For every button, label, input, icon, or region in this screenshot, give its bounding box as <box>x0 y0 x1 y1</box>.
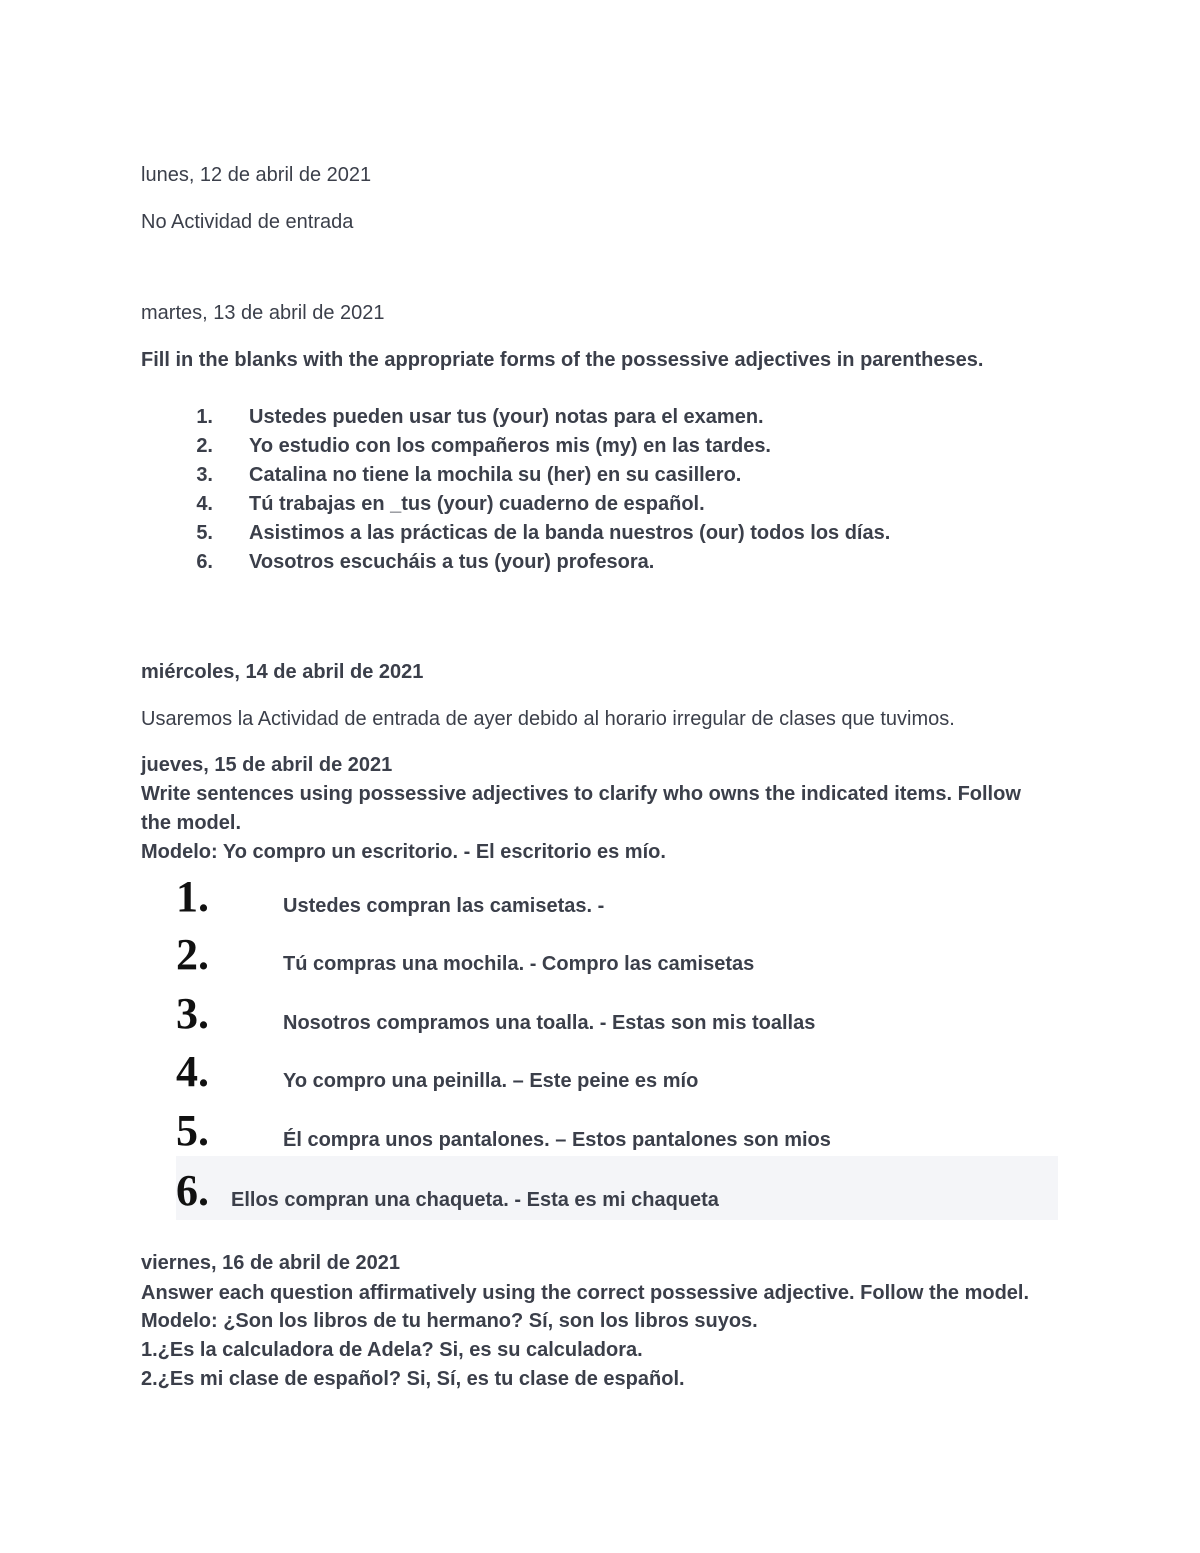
date-martes: martes, 13 de abril de 2021 <box>141 302 385 324</box>
jueves-model: Modelo: Yo compro un escritorio. - El escritorio es mío. <box>141 841 666 863</box>
date-lunes: lunes, 12 de abril de 2021 <box>141 164 372 186</box>
martes-instruction: Fill in the blanks with the appropriate forms of the possessive adjectives in parentheses. <box>141 349 984 371</box>
date-jueves: jueves, 15 de abril de 2021 <box>141 754 393 776</box>
viernes-model: Modelo: ¿Son los libros de tu hermano? Sí, son los libros suyos. <box>141 1310 758 1332</box>
viernes-question-1: 1.¿Es la calculadora de Adela? Si, es su calculadora. <box>141 1339 643 1361</box>
lunes-text: No Actividad de entrada <box>141 211 354 233</box>
jueves-instruction-line1: Write sentences using possessive adjectives to clarify who owns the indicated items. Follow <box>141 783 1021 805</box>
date-viernes: viernes, 16 de abril de 2021 <box>141 1252 401 1274</box>
miercoles-text: Usaremos la Actividad de entrada de ayer debido al horario irregular de clases que tuvimos. <box>141 708 955 730</box>
viernes-question-2: 2.¿Es mi clase de español? Si, Sí, es tu clase de español. <box>141 1368 685 1390</box>
viernes-instruction: Answer each question affirmatively using the correct possessive adjective. Follow the model. <box>141 1282 1030 1304</box>
date-miercoles: miércoles, 14 de abril de 2021 <box>141 661 424 683</box>
document-page: lunes, 12 de abril de 2021 No Actividad de entrada martes, 13 de abril de 2021 Fill in the blanks with the appropriate forms of the possessive adjectives in parentheses. 1. Ustedes pueden usar tus (your) notas para el examen. 2. Yo estudio con los compañeros mis (my) en las tardes. 3. Catalina no tiene la mochila su (her) en su casillero. 4. Tú trabajas en _tus (your) cuaderno de español. 5. Asistimos a las prácticas de la banda nuestros (our) todos los días. 6. Vosotros escucháis a tus (your) profesora. miércoles, 14 de abril de 2021 Usaremos la Actividad de entrada de ayer debido al horario irregular de clases que tuvimos. jueves, 15 de abril de 2021 Write sentences using possessive adjectives to clarify who owns the indicated items. Follow the model. Modelo: Yo compro un escritorio. - El escritorio es mío. 1. Ustedes compran las camisetas. - 2. Tú compras una mochila. - Compro las camisetas 3. Nosotros compramos una toalla. - Estas son mis toallas 4. Yo compro una peinilla. – Este peine es mío 5. Él compra unos pantalones. – Estos pantalones son mios 6. Ellos compran una chaqueta. - Esta es mi chaqueta viernes, 16 de abril de 2021 Answer each question affirmatively using the correct possessive adjective. Follow the model. Modelo: ¿Son los libros de tu hermano? Sí, son los libros suyos. 1.¿Es la calculadora de Adela? Si, es su calculadora. 2.¿Es mi clase de español? Si, Sí, es tu clase de español. <box>0 0 1200 1553</box>
jueves-instruction-line2: the model. <box>141 812 242 834</box>
